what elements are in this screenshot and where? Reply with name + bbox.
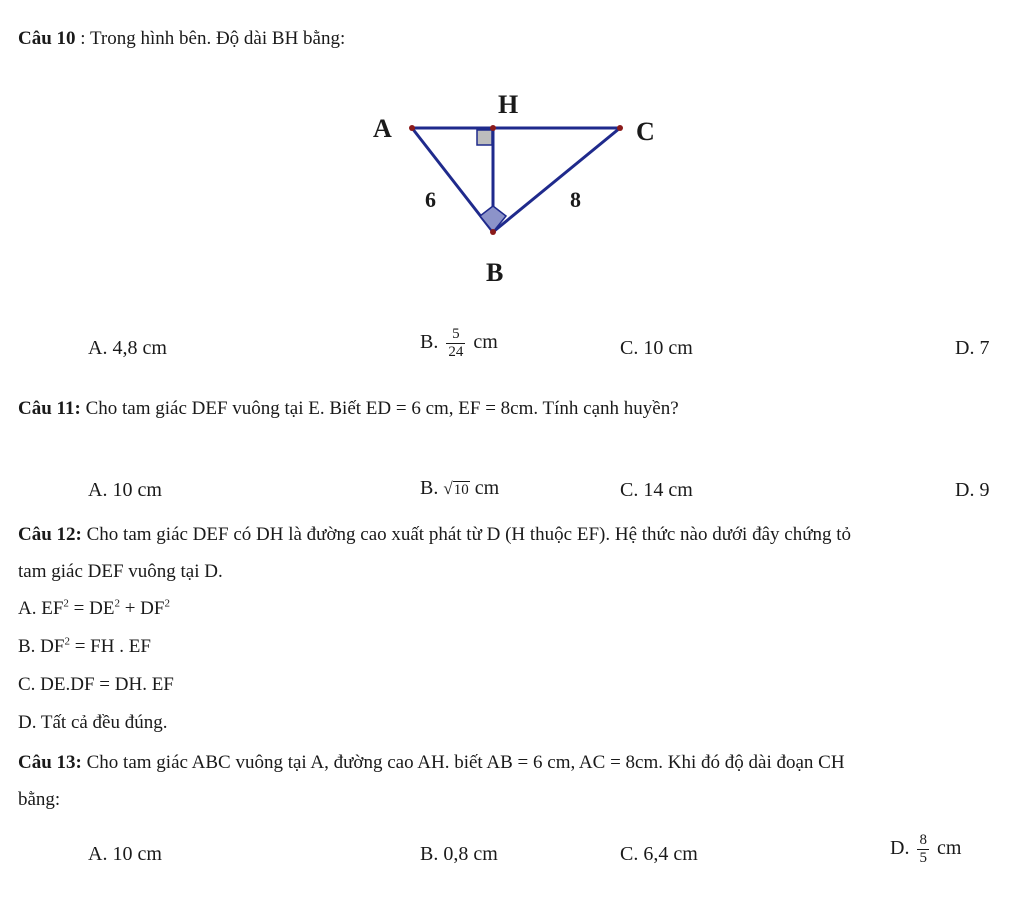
q11-option-b-radicand: 10 (453, 482, 469, 498)
q13-option-d-denominator: 5 (919, 850, 927, 866)
superscript: 2 (164, 597, 170, 610)
superscript: 2 (114, 597, 120, 610)
question-13-line1 (18, 752, 845, 774)
q10-option-b-unit: cm (473, 331, 498, 354)
label-b: B (486, 258, 504, 287)
question-13-text: Cho tam giác ABC vuông tại A, đường cao AH. biết AB = 6 cm, AC = 8cm. Khi đó độ dài đoạn CH (81, 752, 845, 773)
q10-option-a[interactable]: A. 4,8 cm (88, 337, 167, 359)
q13-option-a[interactable]: A. 10 cm (88, 843, 162, 865)
q13-option-b[interactable]: B. 0,8 cm (420, 843, 498, 865)
q12-option-a-part1: A. EF (18, 598, 64, 619)
q12-option-b[interactable] (18, 636, 151, 658)
q11-option-d[interactable]: D. 9 (955, 479, 990, 501)
q10-option-b-prefix: B. (420, 331, 439, 354)
question-11-text: Cho tam giác DEF vuông tại E. Biết ED = 6 cm, EF = 8cm. Tính cạnh huyền? (80, 398, 679, 419)
point-b (490, 229, 496, 235)
segment-bc (493, 128, 620, 232)
q11-option-b-sqrt (443, 479, 469, 499)
q13-option-d[interactable] (890, 832, 961, 867)
triangle-figure (360, 85, 680, 295)
q13-option-d-fraction (917, 832, 929, 867)
question-10-label: Câu 10 (18, 28, 76, 49)
q12-option-a-part2: = DE (68, 598, 115, 619)
q10-option-b-fraction (446, 326, 465, 361)
question-12-line1 (18, 524, 851, 546)
q12-option-b-part1: B. DF (18, 636, 65, 657)
q12-option-a[interactable] (18, 598, 170, 620)
right-angle-marker-b (480, 206, 506, 232)
q12-option-d[interactable]: D. Tất cả đều đúng. (18, 712, 168, 733)
q11-option-a[interactable]: A. 10 cm (88, 479, 162, 501)
q12-option-c[interactable]: C. DE.DF = DH. EF (18, 674, 174, 695)
label-c: C (636, 117, 655, 146)
q13-option-c[interactable]: C. 6,4 cm (620, 843, 698, 865)
question-11-label: Câu 11: (18, 398, 81, 419)
question-10-text: : Trong hình bên. Độ dài BH bằng: (75, 28, 346, 49)
q10-option-b-numerator: 5 (452, 326, 460, 342)
label-side-ab: 6 (425, 187, 436, 212)
q12-option-a-part3: + DF (119, 598, 165, 619)
q11-option-c[interactable]: C. 14 cm (620, 479, 693, 501)
q13-option-d-prefix: D. (890, 837, 910, 860)
q11-option-b-prefix: B. (420, 477, 439, 499)
q13-option-d-unit: cm (936, 837, 962, 860)
q10-option-b-denominator: 24 (448, 344, 464, 360)
superscript: 2 (64, 635, 70, 648)
question-13-label: Câu 13: (18, 752, 82, 773)
point-h (490, 125, 496, 131)
q10-option-d[interactable]: D. 7 (955, 337, 990, 359)
q12-option-b-part2: = FH . EF (69, 636, 151, 657)
q13-option-d-numerator: 8 (919, 832, 927, 848)
q11-option-b-unit: cm (474, 477, 500, 499)
question-12-label: Câu 12: (18, 524, 82, 545)
question-12-line2: tam giác DEF vuông tại D. (18, 561, 223, 582)
sqrt-symbol: √ (443, 479, 453, 498)
question-12-text: Cho tam giác DEF có DH là đường cao xuất phát từ D (H thuộc EF). Hệ thức nào dưới đây chứng tỏ (81, 524, 852, 545)
q10-option-c[interactable]: C. 10 cm (620, 337, 693, 359)
q10-option-b[interactable] (420, 326, 498, 361)
question-11 (18, 398, 679, 420)
point-c (617, 125, 623, 131)
question-10 (18, 28, 345, 50)
label-h: H (498, 90, 519, 119)
question-13-line2: bằng: (18, 789, 61, 810)
label-side-bc: 8 (570, 187, 581, 212)
q11-option-b[interactable] (420, 477, 499, 500)
label-a: A (373, 114, 392, 143)
point-a (409, 125, 415, 131)
superscript: 2 (63, 597, 69, 610)
right-angle-marker-h (477, 130, 492, 145)
